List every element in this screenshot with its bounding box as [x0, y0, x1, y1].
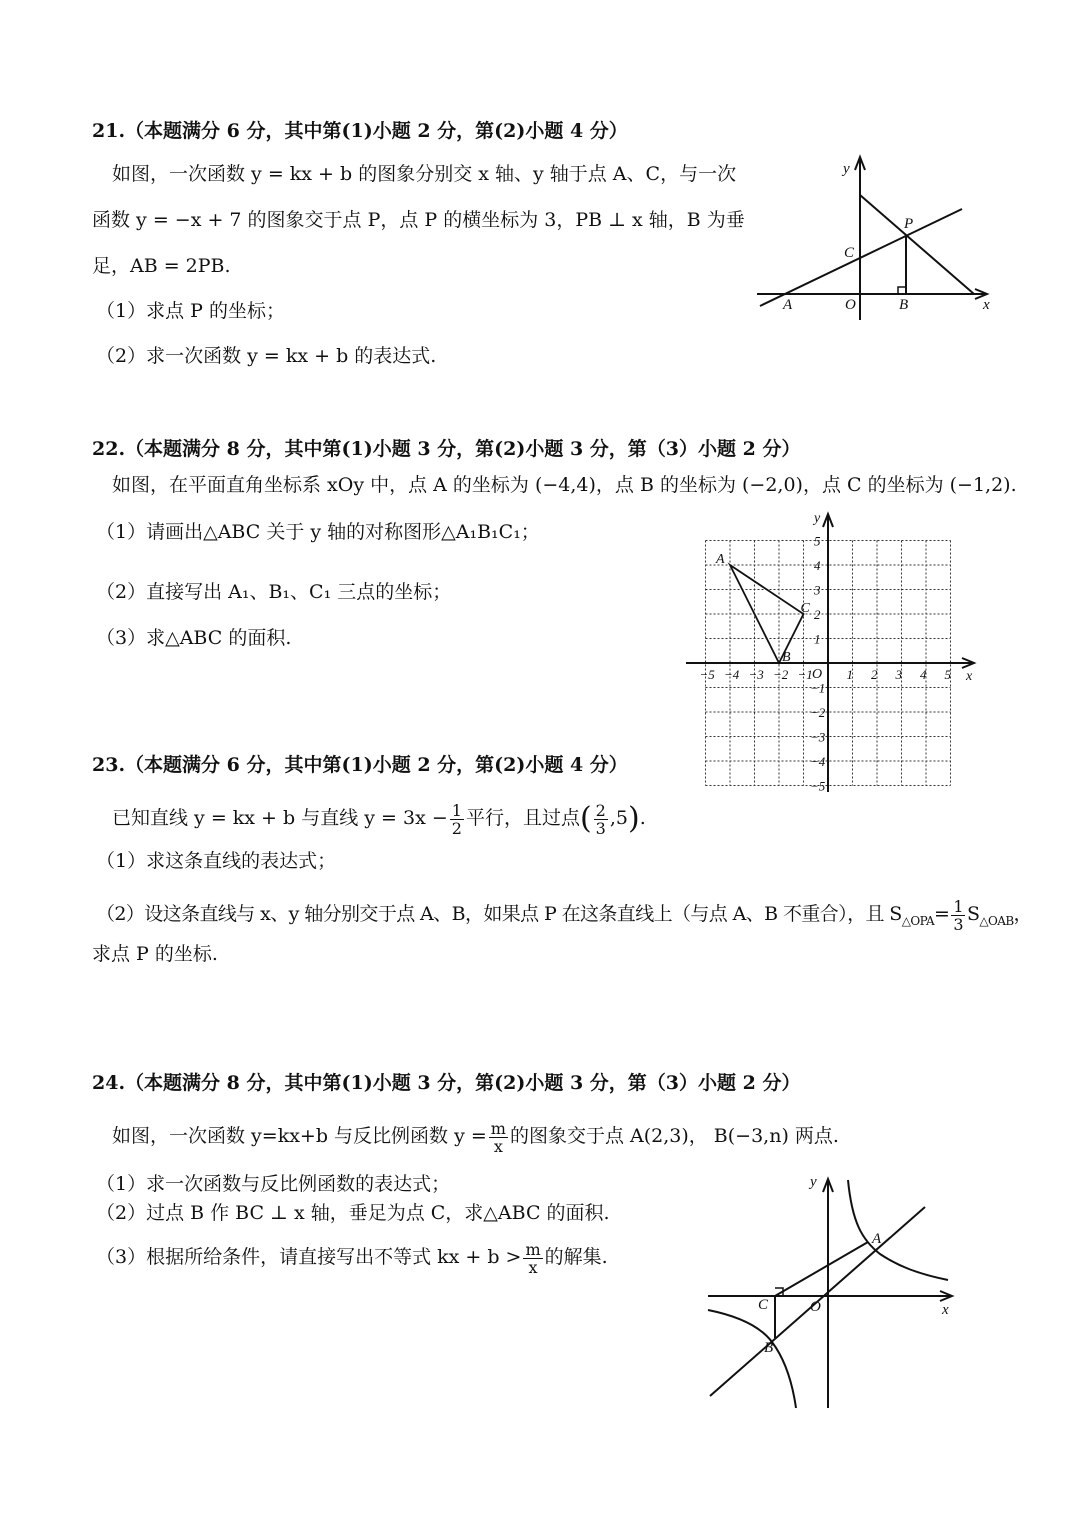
q22-y-tick-label: −1 [810, 680, 826, 696]
q24-line1: 如图，一次函数 y=kx+b 与反比例函数 y = $\frac{m}{x}$ 的图象交于点 A(2,3)， B(−3,n) 两点. [112, 1118, 839, 1156]
q21-sub2: （2）求一次函数 y = kx + b 的表达式. [96, 345, 437, 367]
q22-label-y: y [814, 511, 821, 526]
q21-line2: 函数 y = −x + 7 的图象交于点 P，点 P 的横坐标为 3，PB ⊥ x 轴，B 为垂 [92, 209, 745, 231]
q24-fraction-m-over-x-2: $\frac{m}{x}$ [525, 1239, 541, 1277]
q23-sub1: （1）求这条直线的表达式； [96, 850, 337, 872]
q22-sub3: （3）求△ABC 的面积. [96, 627, 292, 649]
q21-label-O: O [845, 297, 856, 313]
q22-label-C: C [800, 601, 810, 616]
q23-sub2: （2）设这条直线与 x、y 轴分别交于点 A、B，如果点 P 在这条直线上（与点 A、B 不重合），且 $S_{\triangle OPA}=$ $\frac{1}{3}$ $S_{\triangle OAB}$， [96, 896, 1032, 934]
q22-x-tick-label: −5 [699, 667, 715, 682]
q22-y-tick-label: −3 [810, 729, 826, 745]
q21-line3: 足，AB = 2PB. [92, 255, 231, 277]
q22-x-tick-label: 1 [846, 667, 853, 682]
q23-fraction-two-thirds: $\frac{2}{3}$ [595, 800, 606, 838]
q21-label-y: y [843, 161, 850, 177]
q22-line1: 如图，在平面直角坐标系 xOy 中，点 A 的坐标为 (−4,4)，点 B 的坐标为 (−2,0)，点 C 的坐标为 (−1,2). [112, 474, 1017, 496]
q22-x-tick-label: 5 [944, 667, 951, 682]
q21-line1: 如图，一次函数 y = kx + b 的图象分别交 x 轴、y 轴于点 A、C，与一次 [112, 163, 737, 185]
q22-y-tick-label: 5 [814, 533, 821, 549]
q22-sub2: （2）直接写出 A₁、B₁、C₁ 三点的坐标； [96, 581, 452, 603]
q22-x-tick-label: −2 [773, 667, 789, 682]
q21-sub1: （1）求点 P 的坐标； [96, 300, 285, 322]
q24-fraction-m-over-x: $\frac{m}{x}$ [490, 1118, 506, 1156]
q22-y-tick-label: −2 [810, 705, 826, 720]
q24-label-B: B [764, 1340, 774, 1356]
q22-y-tick-label: −5 [810, 778, 826, 794]
q22-y-tick-label: 2 [814, 607, 821, 622]
q22-x-tick-label: −1 [797, 667, 813, 682]
q21-label-P: P [904, 216, 914, 232]
q22-label-B: B [782, 650, 791, 665]
q24-sub3: （3）根据所给条件，请直接写出不等式 kx + b > $\frac{m}{x}$ 的解集. [96, 1239, 608, 1277]
q23-fraction-one-third: $\frac{1}{3}$ [953, 896, 963, 934]
q21-label-B: B [899, 297, 909, 313]
q22-label-O: O [812, 667, 823, 682]
q22-x-tick-label: −3 [748, 667, 764, 682]
q22-label-x: x [966, 669, 973, 684]
q24-label-y: y [810, 1174, 817, 1190]
q22-y-tick-label: 3 [814, 582, 821, 598]
q22-label-A: A [716, 552, 725, 567]
q24-sub1: （1）求一次函数与反比例函数的表达式； [96, 1173, 451, 1195]
q24-label-x: x [942, 1302, 949, 1318]
q22-x-tick-label: 3 [895, 667, 902, 682]
q23-fraction-one-half: $\frac{1}{2}$ [451, 800, 462, 838]
q23-line1-a: 已知直线 y = kx + b 与直线 y = 3x − [112, 807, 448, 829]
q22-x-tick-label: 2 [871, 667, 878, 682]
q23-line1-b: 平行，且过点 [465, 807, 580, 829]
q21-label-C: C [844, 245, 855, 261]
q21-label-A: A [783, 297, 793, 313]
q22-y-tick-label: 4 [814, 558, 821, 573]
q21-label-x: x [983, 297, 990, 313]
q24-header: 24.（本题满分 8 分，其中第(1)小题 3 分，第(2)小题 3 分，第（3）小题 2 分） [92, 1072, 801, 1094]
q22-header: 22.（本题满分 8 分，其中第(1)小题 3 分，第(2)小题 3 分，第（3）小题 2 分） [92, 438, 801, 460]
q24-label-A: A [872, 1231, 882, 1247]
q23-header: 23.（本题满分 6 分，其中第(1)小题 2 分，第(2)小题 4 分） [92, 754, 628, 776]
q22-sub1: （1）请画出△ABC 关于 y 轴的对称图形△A₁B₁C₁； [96, 521, 540, 543]
q23-sub2-line2: 求点 P 的坐标. [92, 943, 218, 965]
q22-x-tick-label: −4 [724, 667, 740, 682]
q24-label-C: C [758, 1297, 769, 1313]
q23-line1: 已知直线 y = kx + b 与直线 y = 3x − $\frac{1}{2}$ 平行，且过点( $\frac{2}{3}$ ,5). [112, 800, 646, 838]
q21-header: 21.（本题满分 6 分，其中第(1)小题 2 分，第(2)小题 4 分） [92, 120, 628, 142]
q22-y-tick-label: 1 [814, 631, 821, 647]
q24-label-O: O [810, 1299, 821, 1315]
q22-y-tick-label: −4 [810, 754, 826, 769]
q24-sub2: （2）过点 B 作 BC ⊥ x 轴，垂足为点 C，求△ABC 的面积. [96, 1202, 610, 1224]
q22-x-tick-label: 4 [920, 667, 927, 682]
